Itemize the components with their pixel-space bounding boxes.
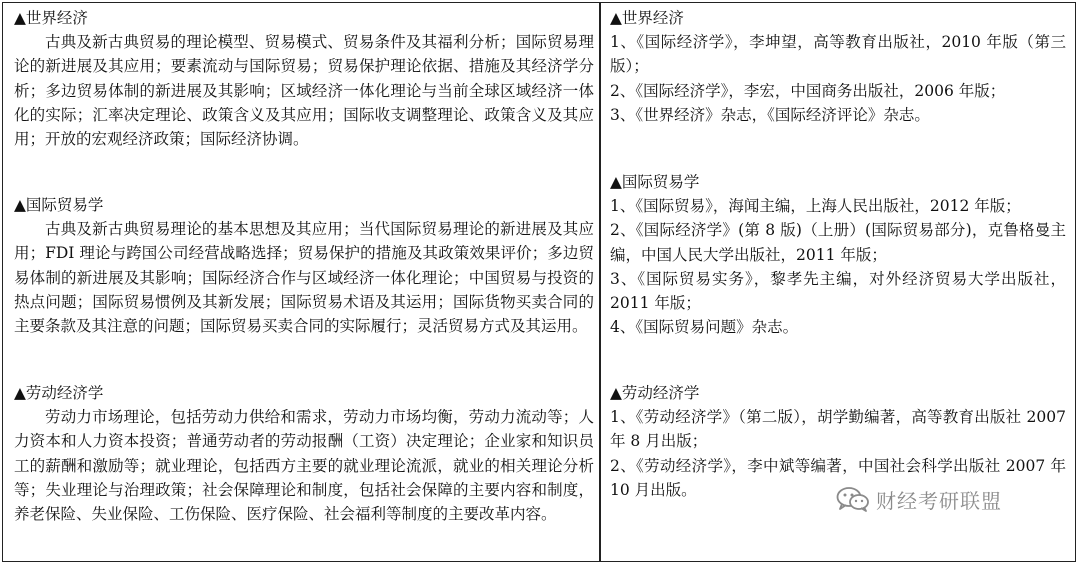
ref-item: 1、《劳动经济学》（第二版），胡学勤编著，高等教育出版社 2007 年 8 月出版；	[610, 408, 1066, 451]
section-body: 古典及新古典贸易的理论模型、贸易模式、贸易条件及其福利分析；国际贸易理论的新进展及其应用；要素流动与国际贸易；贸易保护理论依据、措施及其经济学分析；多边贸易体制的新进展及其影响；区域经济一体化理论与当前全球区域经济一体化的实际；汇率决定理论、政策含义及其应用；国际收支调整理论、政策含义及其应用；开放的宏观经济政策；国际经济协调。	[14, 33, 594, 149]
refs-heading: ▲世界经济	[610, 9, 684, 27]
section-body: 古典及新古典贸易理论的基本思想及其应用；当代国际贸易理论的新进展及其应用；FDI 理论与跨国公司经营战略选择；贸易保护的措施及其政策效果评价；多边贸易体制的新进展及其影响；国际经济合作与区域经济一体化理论；中国贸易与投资的热点问题；国际贸易惯例及其新发展；国际贸易术语及其运用；国际货物买卖合同的主要条款及其注意的问题；国际贸易买卖合同的实际履行；灵活贸易方式及其运用。	[14, 220, 594, 336]
section-heading: ▲国际贸易学	[14, 196, 104, 214]
ref-item: 1、《国际经济学》，李坤望，高等教育出版社，2010 年版（第三版）；	[610, 33, 1066, 76]
section-heading: ▲劳动经济学	[14, 384, 104, 402]
refs-world-economy	[610, 6, 1066, 127]
ref-item: 2、《国际经济学》(第 8 版)（上册）(国际贸易部分)，克鲁格曼主编，中国人民大学出版社，2011 年版；	[610, 221, 1066, 264]
ref-item: 4、《国际贸易问题》杂志。	[610, 318, 799, 337]
ref-item: 3、《国际贸易实务》，黎孝先主编，对外经济贸易大学出版社，2011 年版；	[610, 269, 1066, 313]
wechat-icon	[836, 486, 870, 512]
refs-heading: ▲劳动经济学	[610, 384, 700, 402]
watermark-text: 财经考研联盟	[876, 488, 1002, 513]
watermark	[836, 483, 1002, 515]
ref-item: 2、《劳动经济学》，李中斌等编著，中国社会科学出版社 2007 年 10 月出版。	[610, 456, 1066, 499]
ref-item: 2、《国际经济学》，李宏，中国商务出版社，2006 年版；	[610, 81, 1006, 100]
section-international-trade	[14, 193, 594, 338]
refs-heading: ▲国际贸易学	[610, 173, 700, 191]
section-world-economy	[14, 6, 594, 151]
refs-international-trade	[610, 170, 1066, 340]
ref-item: 3、《世界经济》杂志，《国际经济评论》杂志。	[610, 105, 930, 124]
section-body: 劳动力市场理论，包括劳动力供给和需求，劳动力市场均衡，劳动力流动等；人力资本和人力资本投资；普通劳动者的劳动报酬（工资）决定理论；企业家和知识员工的薪酬和激励等；就业理论，包括西方主要的就业理论流派，就业的相关理论分析等；失业理论与治理政策；社会保障理论和制度，包括社会保障的主要内容和制度，养老保险、失业保险、工伤保险、医疗保险、社会福利等制度的主要改革内容。	[14, 408, 594, 524]
section-labor-economics	[14, 381, 594, 526]
section-heading: ▲世界经济	[14, 9, 88, 27]
ref-item: 1、《国际贸易》，海闻主编，上海人民出版社，2012 年版；	[610, 197, 1021, 215]
